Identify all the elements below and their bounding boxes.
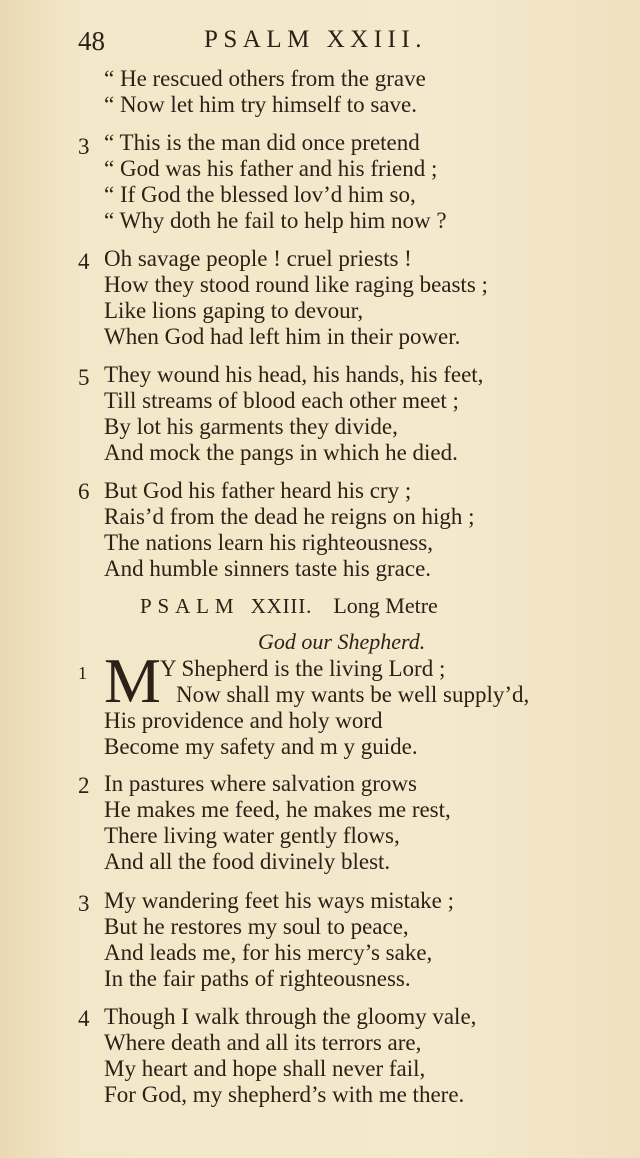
verse-line: Till streams of blood each other meet ; [104,388,459,413]
running-title: PSALM XXIII. [204,26,427,53]
verse-line: There living water gently flows, [104,823,400,848]
psalm-title [140,593,438,619]
verse-line: For God, my shepherd’s with me there. [104,1082,465,1107]
verse-line: Become my safety and m y guide. [104,734,418,759]
verse-line: By lot his garments they divide, [104,414,398,439]
page-number: 48 [78,26,105,56]
verse-line: But he restores my soul to peace, [104,914,409,939]
verse-line: Rais’d from the dead he reigns on high ; [104,504,475,529]
verse-line: Like lions gaping to devour, [104,298,364,323]
verse-line: They wound his head, his hands, his feet, [104,362,484,387]
verse-line: Oh savage people ! cruel priests ! [104,246,412,271]
stanza-number: 4 [78,249,90,274]
verse-line: How they stood round like raging beasts ; [104,272,488,297]
verse-line: “ This is the man did once pretend [104,130,420,155]
verse-line: And mock the pangs in which he died. [104,440,458,465]
verse-line: And all the food divinely blest. [104,849,391,874]
verse-line: And humble sinners taste his grace. [104,556,432,581]
psalm-meter: Long Metre [333,593,438,618]
verse-line: He makes me feed, he makes me rest, [104,797,451,822]
running-head [78,26,538,62]
psalm-title-number: XXIII. [250,594,313,618]
stanza-number: 2 [78,773,90,798]
verse-line: “ If God the blessed lov’d him so, [104,182,416,207]
verse-line: “ Why doth he fail to help him now ? [104,208,447,233]
verse-line: In the fair paths of righteousness. [104,966,411,991]
verse-line: When God had left him in their power. [104,324,461,349]
verse-line: In pastures where salvation grows [104,771,417,796]
drop-cap: M [104,645,161,716]
stanza-number: 6 [78,479,90,504]
verse-line: My heart and hope shall never fail, [104,1056,426,1081]
verse-line: Where death and all its terrors are, [104,1030,422,1055]
verse-line: Y Shepherd is the living Lord ; [160,656,446,681]
verse-line: And leads me, for his mercy’s sake, [104,940,433,965]
verse-line: “ Now let him try himself to save. [104,92,417,117]
stanza-number: 4 [78,1006,90,1031]
verse-line: “ God was his father and his friend ; [104,156,438,181]
verse-line: “ He rescued others from the grave [104,66,426,91]
verse-line: My wandering feet his ways mistake ; [104,888,455,913]
verse-line: Now shall my wants be well supply’d, [176,682,530,707]
stanza-number: 5 [78,365,90,390]
stanza-number: 3 [78,891,90,916]
psalm-subtitle: God our Shepherd. [258,629,426,654]
stanza-number: 1 [78,663,87,683]
psalm-title-word: PSALM [140,594,240,618]
verse-line: His providence and holy word [104,708,383,733]
verse-line: Though I walk through the gloomy vale, [104,1004,477,1029]
verse-line: The nations learn his righteousness, [104,530,433,555]
stanza-number: 3 [78,134,90,159]
verse-line: But God his father heard his cry ; [104,478,412,503]
